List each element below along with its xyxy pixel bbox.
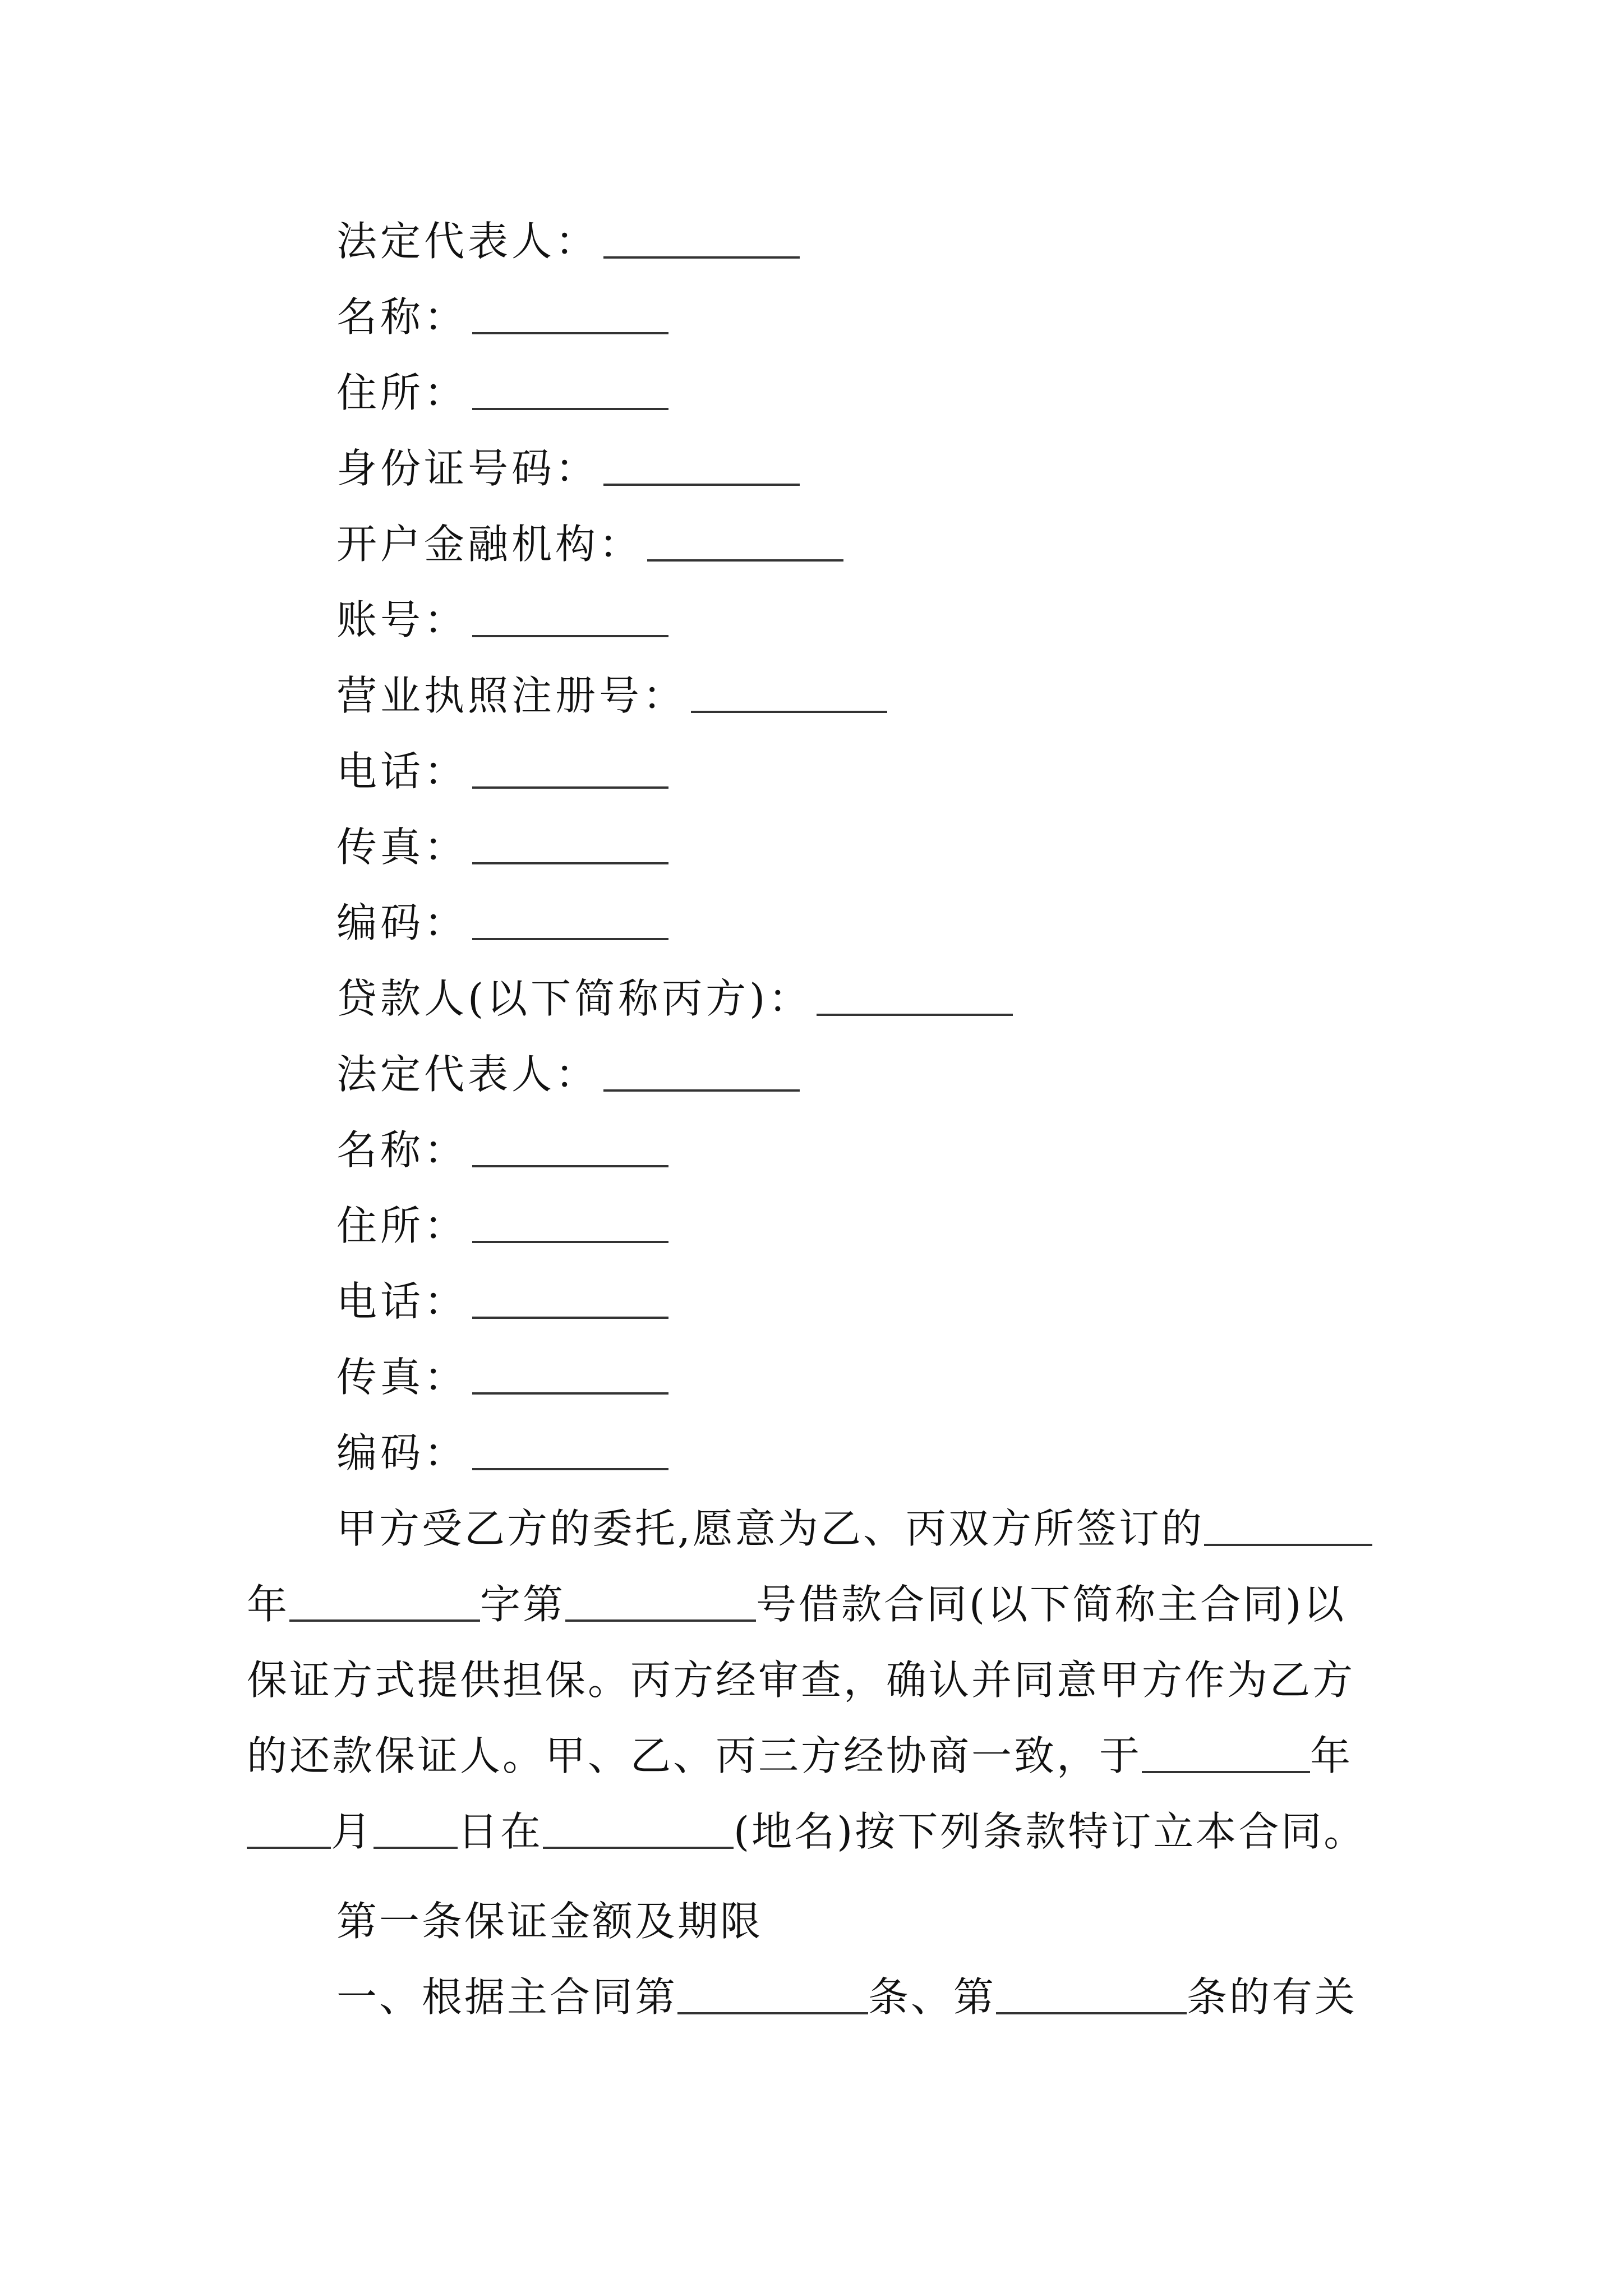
field-label: 名称： (336, 293, 468, 341)
fill-blank[interactable] (472, 1392, 668, 1395)
field-c-phone (336, 1271, 668, 1332)
fill-blank[interactable] (677, 2012, 868, 2014)
fill-blank[interactable] (247, 1847, 331, 1849)
field-label: 电话： (336, 1278, 468, 1325)
field-legal-representative (336, 210, 800, 272)
paragraph-text: 字第 (480, 1581, 566, 1628)
field-label: 法定代表人： (336, 218, 600, 265)
paragraph-text: 日在 (458, 1808, 543, 1855)
field-name (336, 286, 668, 348)
field-label: 传真： (336, 1354, 468, 1401)
fill-blank[interactable] (472, 332, 668, 334)
paragraph-line-3 (247, 1649, 1355, 1711)
field-label: 账号： (336, 596, 468, 643)
field-address (336, 362, 668, 424)
fill-blank[interactable] (472, 1165, 668, 1167)
fill-blank[interactable] (996, 2012, 1187, 2014)
paragraph-line-5 (247, 1801, 1366, 1862)
field-label: 身份证号码： (336, 445, 600, 492)
field-label: 住所： (336, 369, 468, 416)
field-label: 编码： (336, 1429, 468, 1476)
fill-blank[interactable] (603, 484, 800, 486)
field-c-postcode (336, 1422, 668, 1484)
fill-blank[interactable] (472, 1317, 668, 1319)
paragraph-text: 甲方受乙方的委托,愿意为乙、丙双方所签订的 (336, 1505, 1204, 1552)
field-label: 贷款人(以下简称丙方)： (336, 975, 813, 1022)
field-c-name (336, 1119, 668, 1181)
field-label: 营业执照注册号： (336, 672, 687, 719)
field-c-fax (336, 1346, 668, 1408)
fill-blank[interactable] (472, 786, 668, 789)
paragraph-text: (地名)按下列条款特订立本合同。 (734, 1808, 1367, 1855)
field-fax (336, 816, 668, 878)
fill-blank[interactable] (817, 1014, 1013, 1016)
paragraph-line-1 (336, 1498, 1372, 1559)
field-label: 名称： (336, 1126, 468, 1174)
fill-blank[interactable] (647, 559, 843, 562)
field-bank (336, 513, 843, 575)
paragraph-text: 的还款保证人。甲、乙、丙三方经协商一致，于 (247, 1732, 1142, 1779)
fill-blank[interactable] (472, 938, 668, 940)
fill-blank[interactable] (1142, 1771, 1310, 1773)
party-c-heading (336, 968, 1013, 1029)
fill-blank[interactable] (603, 1089, 800, 1092)
fill-blank[interactable] (472, 408, 668, 410)
paragraph-text: 年 (247, 1581, 290, 1628)
field-c-legal-representative (336, 1043, 800, 1105)
field-c-address (336, 1195, 668, 1257)
fill-blank[interactable] (603, 256, 800, 259)
paragraph-text: 号借款合同(以下简称主合同)以 (756, 1581, 1347, 1628)
fill-blank[interactable] (289, 1619, 480, 1622)
article-title-text: 第一条保证金额及期限 (336, 1898, 763, 1945)
field-postcode (336, 892, 668, 954)
field-phone (336, 740, 668, 802)
field-label: 住所： (336, 1202, 468, 1249)
field-id-number (336, 438, 800, 499)
paragraph-text: 条、第 (868, 1973, 997, 2021)
field-label: 编码： (336, 899, 468, 946)
field-label: 法定代表人： (336, 1051, 600, 1098)
paragraph-text: 年 (1310, 1732, 1353, 1779)
fill-blank[interactable] (543, 1847, 734, 1849)
field-label: 开户金融机构： (336, 521, 643, 568)
article-1-title (336, 1890, 763, 1952)
paragraph-line-2 (247, 1573, 1346, 1635)
paragraph-text: 月 (331, 1808, 374, 1855)
field-label: 电话： (336, 748, 468, 795)
fill-blank[interactable] (374, 1847, 458, 1849)
fill-blank[interactable] (472, 635, 668, 637)
fill-blank[interactable] (472, 862, 668, 864)
field-business-license (336, 665, 887, 726)
paragraph-text: 一、根据主合同第 (336, 1973, 678, 2021)
fill-blank[interactable] (691, 711, 887, 713)
fill-blank[interactable] (472, 1241, 668, 1243)
paragraph-line-4 (247, 1725, 1353, 1787)
fill-blank[interactable] (565, 1619, 756, 1622)
paragraph-text: 保证方式提供担保。丙方经审查，确认并同意甲方作为乙方 (247, 1657, 1355, 1704)
field-label: 传真： (336, 823, 468, 871)
paragraph-text: 条的有关 (1187, 1973, 1358, 2021)
fill-blank[interactable] (472, 1468, 668, 1470)
field-account (336, 589, 668, 651)
article-1-item-1 (336, 1966, 1357, 2028)
fill-blank[interactable] (1204, 1544, 1372, 1546)
